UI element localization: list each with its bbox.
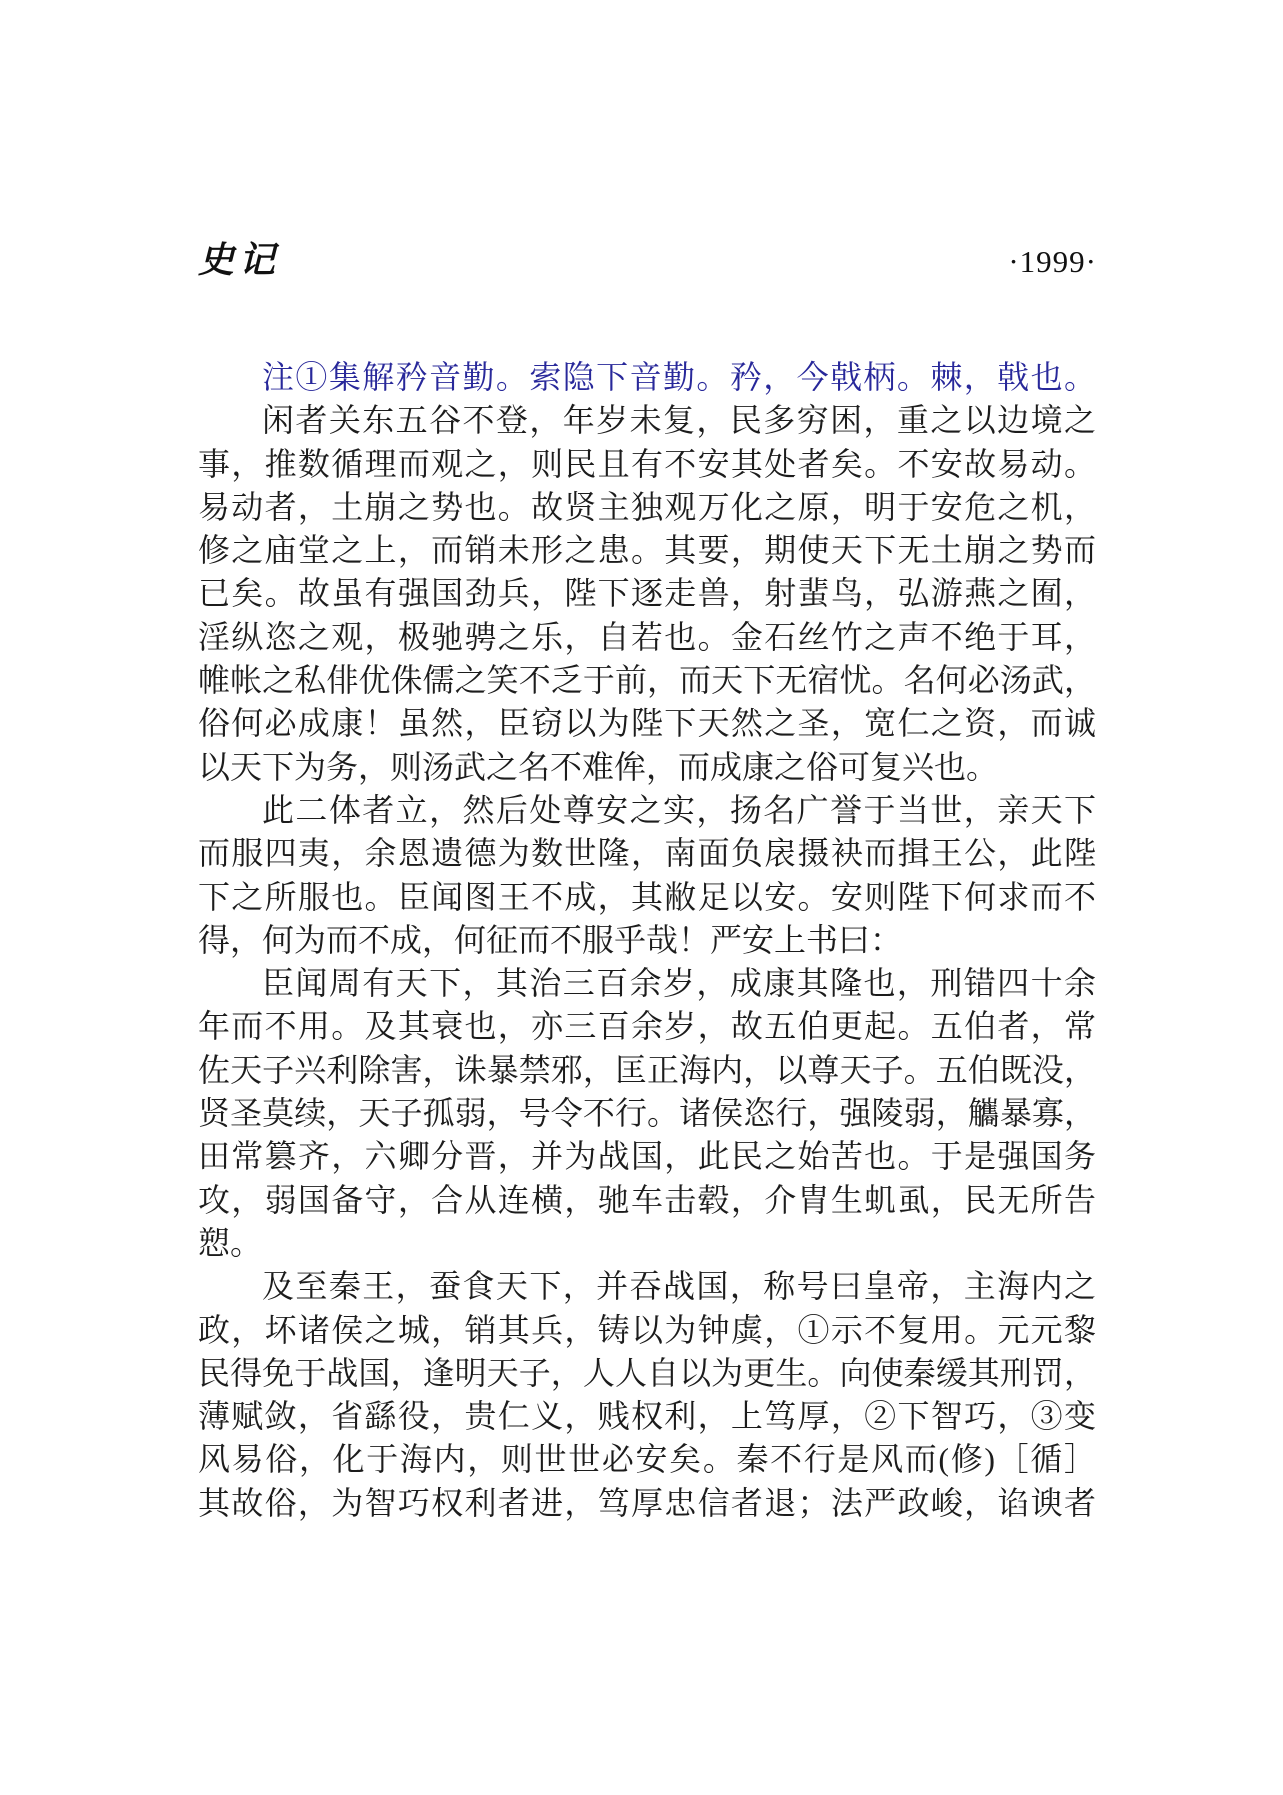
text-line: 易动者，土崩之势也。故贤主独观万化之原，明于安危之机， — [198, 488, 1096, 525]
book-title: 史记 — [198, 240, 281, 280]
text-line: 薄赋敛，省繇役，贵仁义，贱权利，上笃厚，②下智巧，③变 — [198, 1398, 1096, 1435]
text-block — [198, 356, 1096, 1525]
text-line: 臣闻周有天下，其治三百余岁，成康其隆也，刑错四十余 — [262, 965, 1096, 1002]
text-line: 俗何必成康！虽然，臣窃以为陛下天然之圣，宽仁之资，而诚 — [198, 705, 1096, 742]
text-line: 此二体者立，然后处尊安之实，扬名广誉于当世，亲天下 — [262, 791, 1096, 828]
text-line: 已矣。故虽有强国劲兵，陛下逐走兽，射蜚鸟，弘游燕之囿， — [198, 575, 1096, 612]
text-line: 得，何为而不成，何征而不服乎哉！严安上书曰： — [198, 921, 903, 958]
text-line: 闲者关东五谷不登，年岁未复，民多穷困，重之以边境之 — [262, 402, 1096, 439]
text-line: 及至秦王，蚕食天下，并吞战国，称号曰皇帝，主海内之 — [262, 1268, 1096, 1305]
text-line: 年而不用。及其衰也，亦三百余岁，故五伯更起。五伯者，常 — [198, 1008, 1096, 1045]
text-line: 以天下为务，则汤武之名不难侔，而成康之俗可复兴也。 — [198, 748, 999, 785]
text-line: 而服四夷，余恩遗德为数世隆，南面负扆摄袂而揖王公，此陛 — [198, 835, 1096, 872]
annotation-line: 注①集解矜音勤。索隐下音勤。矜，今戟柄。棘，戟也。 — [262, 359, 1096, 395]
text-line: 修之庙堂之上，而销未形之患。其要，期使天下无土崩之势而 — [198, 532, 1096, 569]
text-line: 下之所服也。臣闻图王不成，其敝足以安。安则陛下何求而不 — [198, 878, 1096, 915]
text-line: 愬。 — [198, 1224, 263, 1261]
text-line: 淫纵恣之观，极驰骋之乐，自若也。金石丝竹之声不绝于耳， — [198, 618, 1096, 655]
running-header — [198, 232, 1097, 278]
text-line: 帷帐之私俳优侏儒之笑不乏于前，而天下无宿忧。名何必汤武， — [198, 662, 1096, 699]
text-line: 事，推数循理而观之，则民且有不安其处者矣。不安故易动。 — [198, 445, 1096, 482]
text-line: 攻，弱国备守，合从连横，驰车击毂，介胄生虮虱，民无所告 — [198, 1181, 1096, 1218]
page-number: ·1999· — [1008, 244, 1097, 279]
text-line: 贤圣莫续，天子孤弱，号令不行。诸侯恣行，强陵弱，觿暴寡， — [198, 1095, 1096, 1132]
text-line: 田常篡齐，六卿分晋，并为战国，此民之始苦也。于是强国务 — [198, 1138, 1096, 1175]
text-line: 政，坏诸侯之城，销其兵，铸以为钟虡，①示不复用。元元黎 — [198, 1311, 1096, 1348]
text-line: 其故俗，为智巧权利者进，笃厚忠信者退；法严政峻，谄谀者 — [198, 1484, 1096, 1521]
text-line: 风易俗，化于海内，则世世必安矣。秦不行是风而(修)［循］ — [198, 1441, 1096, 1478]
text-line: 佐天子兴利除害，诛暴禁邪，匡正海内，以尊天子。五伯既没， — [198, 1051, 1096, 1088]
text-line: 民得免于战国，逢明天子，人人自以为更生。向使秦缓其刑罚， — [198, 1354, 1096, 1391]
